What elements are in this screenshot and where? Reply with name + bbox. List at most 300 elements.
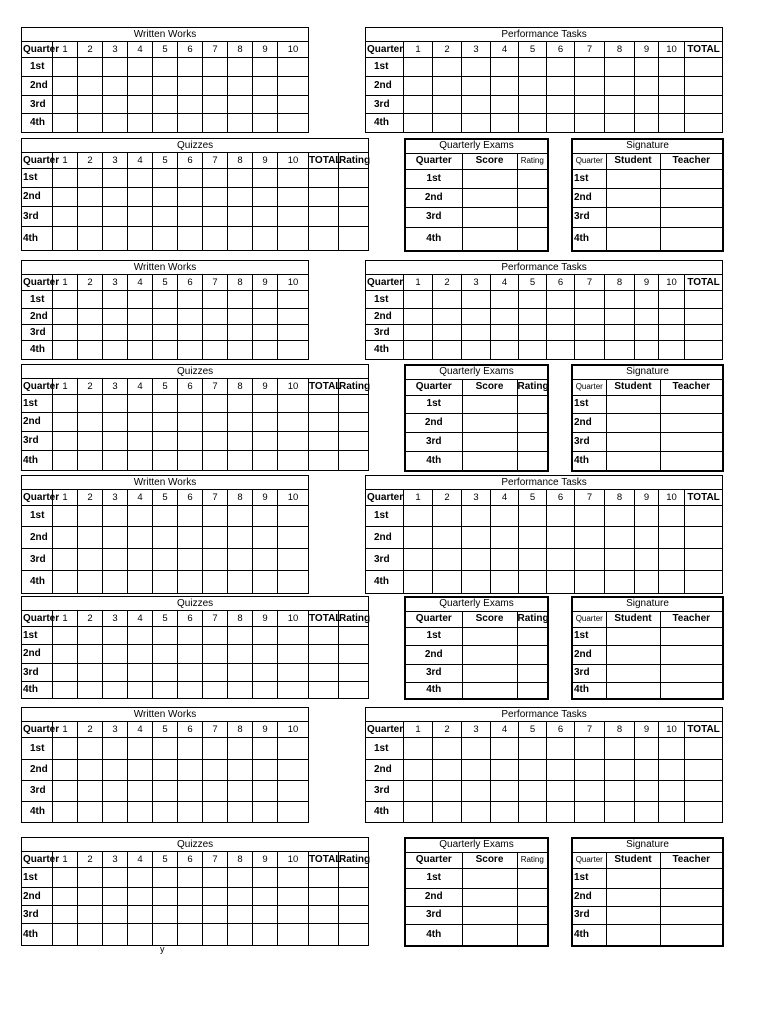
score-cell[interactable] (404, 341, 433, 360)
score-cell[interactable] (178, 924, 203, 946)
score-cell[interactable] (53, 451, 78, 471)
score-cell[interactable] (491, 77, 519, 96)
score-cell[interactable] (128, 114, 153, 133)
total-cell[interactable] (685, 781, 723, 802)
score-cell[interactable] (659, 114, 685, 133)
score-cell[interactable] (278, 664, 309, 682)
score-cell[interactable] (128, 96, 153, 114)
score-cell[interactable] (53, 291, 78, 309)
score-cell[interactable] (404, 77, 433, 96)
score-cell[interactable] (605, 571, 635, 594)
score-cell[interactable] (635, 114, 659, 133)
score-cell[interactable] (78, 760, 103, 781)
score-cell[interactable] (278, 781, 309, 802)
score-cell[interactable] (228, 888, 253, 906)
total-cell[interactable] (309, 432, 339, 451)
score-cell[interactable] (78, 906, 103, 924)
score-cell[interactable] (178, 682, 203, 699)
teacher-signature-cell[interactable] (660, 645, 723, 664)
score-cell[interactable] (278, 432, 309, 451)
score-cell[interactable] (53, 96, 78, 114)
score-cell[interactable] (203, 395, 228, 413)
score-cell[interactable] (153, 341, 178, 360)
score-cell[interactable] (433, 760, 462, 781)
score-cell[interactable] (103, 868, 128, 888)
student-signature-cell[interactable] (606, 888, 660, 906)
score-cell[interactable] (78, 291, 103, 309)
score-cell[interactable] (228, 924, 253, 946)
score-cell[interactable] (278, 571, 309, 594)
score-cell[interactable] (278, 309, 309, 325)
rating-cell[interactable] (517, 924, 548, 946)
score-cell[interactable] (635, 96, 659, 114)
total-cell[interactable] (309, 188, 339, 207)
score-cell[interactable] (433, 309, 462, 325)
score-cell[interactable] (178, 77, 203, 96)
score-cell[interactable] (253, 432, 278, 451)
score-cell[interactable] (153, 169, 178, 188)
score-cell[interactable] (128, 341, 153, 360)
score-cell[interactable] (178, 645, 203, 664)
teacher-signature-cell[interactable] (660, 451, 723, 471)
student-signature-cell[interactable] (606, 645, 660, 664)
score-cell[interactable] (153, 527, 178, 549)
score-cell[interactable] (103, 114, 128, 133)
score-cell[interactable] (228, 571, 253, 594)
score-cell[interactable] (659, 506, 685, 527)
score-cell[interactable] (178, 309, 203, 325)
score-cell[interactable] (103, 96, 128, 114)
score-cell[interactable] (53, 802, 78, 823)
rating-cell[interactable] (339, 451, 369, 471)
score-cell[interactable] (519, 802, 547, 823)
score-cell[interactable] (462, 868, 517, 888)
score-cell[interactable] (78, 325, 103, 341)
score-cell[interactable] (78, 77, 103, 96)
score-cell[interactable] (78, 58, 103, 77)
score-cell[interactable] (53, 906, 78, 924)
score-cell[interactable] (462, 738, 491, 760)
teacher-signature-cell[interactable] (660, 395, 723, 413)
score-cell[interactable] (253, 341, 278, 360)
score-cell[interactable] (103, 169, 128, 188)
score-cell[interactable] (575, 58, 605, 77)
rating-cell[interactable] (339, 682, 369, 699)
score-cell[interactable] (635, 738, 659, 760)
score-cell[interactable] (153, 395, 178, 413)
rating-cell[interactable] (517, 888, 548, 906)
score-cell[interactable] (78, 682, 103, 699)
score-cell[interactable] (462, 549, 491, 571)
score-cell[interactable] (519, 506, 547, 527)
score-cell[interactable] (228, 188, 253, 207)
score-cell[interactable] (605, 341, 635, 360)
score-cell[interactable] (153, 325, 178, 341)
score-cell[interactable] (203, 309, 228, 325)
score-cell[interactable] (605, 325, 635, 341)
score-cell[interactable] (433, 549, 462, 571)
score-cell[interactable] (153, 309, 178, 325)
score-cell[interactable] (278, 888, 309, 906)
score-cell[interactable] (519, 341, 547, 360)
score-cell[interactable] (659, 58, 685, 77)
score-cell[interactable] (278, 802, 309, 823)
score-cell[interactable] (53, 527, 78, 549)
score-cell[interactable] (575, 325, 605, 341)
score-cell[interactable] (547, 506, 575, 527)
score-cell[interactable] (103, 664, 128, 682)
score-cell[interactable] (278, 451, 309, 471)
score-cell[interactable] (153, 682, 178, 699)
score-cell[interactable] (547, 341, 575, 360)
score-cell[interactable] (103, 571, 128, 594)
score-cell[interactable] (53, 395, 78, 413)
score-cell[interactable] (203, 682, 228, 699)
score-cell[interactable] (178, 413, 203, 432)
rating-cell[interactable] (517, 207, 548, 227)
score-cell[interactable] (153, 924, 178, 946)
score-cell[interactable] (547, 527, 575, 549)
score-cell[interactable] (203, 58, 228, 77)
score-cell[interactable] (228, 291, 253, 309)
score-cell[interactable] (253, 114, 278, 133)
score-cell[interactable] (404, 58, 433, 77)
total-cell[interactable] (685, 549, 723, 571)
total-cell[interactable] (685, 527, 723, 549)
score-cell[interactable] (491, 325, 519, 341)
score-cell[interactable] (491, 309, 519, 325)
score-cell[interactable] (78, 227, 103, 251)
score-cell[interactable] (153, 868, 178, 888)
score-cell[interactable] (462, 227, 517, 251)
score-cell[interactable] (491, 549, 519, 571)
score-cell[interactable] (228, 77, 253, 96)
score-cell[interactable] (462, 627, 517, 645)
score-cell[interactable] (278, 96, 309, 114)
total-cell[interactable] (309, 682, 339, 699)
score-cell[interactable] (278, 760, 309, 781)
score-cell[interactable] (433, 738, 462, 760)
score-cell[interactable] (253, 207, 278, 227)
rating-cell[interactable] (517, 682, 548, 699)
score-cell[interactable] (462, 571, 491, 594)
score-cell[interactable] (605, 114, 635, 133)
score-cell[interactable] (128, 571, 153, 594)
score-cell[interactable] (178, 114, 203, 133)
score-cell[interactable] (519, 325, 547, 341)
score-cell[interactable] (203, 888, 228, 906)
total-cell[interactable] (309, 395, 339, 413)
score-cell[interactable] (128, 802, 153, 823)
score-cell[interactable] (53, 432, 78, 451)
score-cell[interactable] (228, 906, 253, 924)
score-cell[interactable] (253, 169, 278, 188)
total-cell[interactable] (685, 291, 723, 309)
total-cell[interactable] (685, 309, 723, 325)
score-cell[interactable] (78, 188, 103, 207)
rating-cell[interactable] (339, 207, 369, 227)
total-cell[interactable] (309, 413, 339, 432)
score-cell[interactable] (605, 781, 635, 802)
score-cell[interactable] (253, 627, 278, 645)
score-cell[interactable] (128, 395, 153, 413)
score-cell[interactable] (635, 549, 659, 571)
student-signature-cell[interactable] (606, 227, 660, 251)
score-cell[interactable] (78, 506, 103, 527)
score-cell[interactable] (228, 395, 253, 413)
score-cell[interactable] (128, 309, 153, 325)
teacher-signature-cell[interactable] (660, 188, 723, 207)
score-cell[interactable] (253, 413, 278, 432)
score-cell[interactable] (153, 96, 178, 114)
score-cell[interactable] (103, 291, 128, 309)
score-cell[interactable] (519, 781, 547, 802)
rating-cell[interactable] (517, 868, 548, 888)
score-cell[interactable] (103, 309, 128, 325)
total-cell[interactable] (309, 207, 339, 227)
score-cell[interactable] (575, 96, 605, 114)
score-cell[interactable] (78, 924, 103, 946)
score-cell[interactable] (53, 682, 78, 699)
score-cell[interactable] (278, 58, 309, 77)
rating-cell[interactable] (339, 906, 369, 924)
score-cell[interactable] (128, 760, 153, 781)
score-cell[interactable] (203, 325, 228, 341)
score-cell[interactable] (433, 341, 462, 360)
score-cell[interactable] (128, 549, 153, 571)
score-cell[interactable] (103, 506, 128, 527)
score-cell[interactable] (128, 738, 153, 760)
score-cell[interactable] (462, 527, 491, 549)
rating-cell[interactable] (339, 413, 369, 432)
score-cell[interactable] (203, 781, 228, 802)
score-cell[interactable] (462, 760, 491, 781)
score-cell[interactable] (462, 802, 491, 823)
student-signature-cell[interactable] (606, 188, 660, 207)
score-cell[interactable] (78, 888, 103, 906)
score-cell[interactable] (153, 738, 178, 760)
score-cell[interactable] (53, 664, 78, 682)
score-cell[interactable] (53, 227, 78, 251)
score-cell[interactable] (519, 96, 547, 114)
score-cell[interactable] (178, 527, 203, 549)
score-cell[interactable] (462, 395, 517, 413)
score-cell[interactable] (178, 549, 203, 571)
score-cell[interactable] (462, 96, 491, 114)
score-cell[interactable] (53, 888, 78, 906)
score-cell[interactable] (128, 58, 153, 77)
score-cell[interactable] (203, 664, 228, 682)
score-cell[interactable] (547, 58, 575, 77)
score-cell[interactable] (203, 906, 228, 924)
score-cell[interactable] (103, 188, 128, 207)
rating-cell[interactable] (517, 451, 548, 471)
total-cell[interactable] (685, 58, 723, 77)
score-cell[interactable] (53, 58, 78, 77)
score-cell[interactable] (178, 868, 203, 888)
student-signature-cell[interactable] (606, 451, 660, 471)
rating-cell[interactable] (339, 432, 369, 451)
score-cell[interactable] (491, 571, 519, 594)
score-cell[interactable] (203, 645, 228, 664)
score-cell[interactable] (53, 868, 78, 888)
score-cell[interactable] (462, 682, 517, 699)
score-cell[interactable] (433, 96, 462, 114)
total-cell[interactable] (309, 451, 339, 471)
score-cell[interactable] (253, 868, 278, 888)
score-cell[interactable] (491, 291, 519, 309)
total-cell[interactable] (685, 506, 723, 527)
score-cell[interactable] (659, 77, 685, 96)
rating-cell[interactable] (517, 906, 548, 924)
score-cell[interactable] (228, 682, 253, 699)
score-cell[interactable] (178, 325, 203, 341)
score-cell[interactable] (605, 96, 635, 114)
score-cell[interactable] (659, 738, 685, 760)
score-cell[interactable] (462, 924, 517, 946)
score-cell[interactable] (519, 760, 547, 781)
score-cell[interactable] (404, 325, 433, 341)
rating-cell[interactable] (517, 645, 548, 664)
score-cell[interactable] (78, 571, 103, 594)
score-cell[interactable] (575, 738, 605, 760)
score-cell[interactable] (278, 325, 309, 341)
score-cell[interactable] (635, 309, 659, 325)
score-cell[interactable] (203, 738, 228, 760)
student-signature-cell[interactable] (606, 924, 660, 946)
student-signature-cell[interactable] (606, 664, 660, 682)
score-cell[interactable] (491, 527, 519, 549)
score-cell[interactable] (78, 451, 103, 471)
score-cell[interactable] (491, 781, 519, 802)
score-cell[interactable] (575, 309, 605, 325)
score-cell[interactable] (659, 325, 685, 341)
total-cell[interactable] (685, 738, 723, 760)
score-cell[interactable] (253, 58, 278, 77)
score-cell[interactable] (178, 291, 203, 309)
teacher-signature-cell[interactable] (660, 627, 723, 645)
total-cell[interactable] (309, 906, 339, 924)
score-cell[interactable] (659, 549, 685, 571)
score-cell[interactable] (278, 207, 309, 227)
score-cell[interactable] (491, 802, 519, 823)
score-cell[interactable] (253, 802, 278, 823)
score-cell[interactable] (462, 888, 517, 906)
score-cell[interactable] (228, 325, 253, 341)
score-cell[interactable] (519, 77, 547, 96)
score-cell[interactable] (404, 549, 433, 571)
score-cell[interactable] (203, 188, 228, 207)
score-cell[interactable] (228, 645, 253, 664)
score-cell[interactable] (178, 395, 203, 413)
score-cell[interactable] (519, 738, 547, 760)
score-cell[interactable] (659, 802, 685, 823)
score-cell[interactable] (228, 58, 253, 77)
score-cell[interactable] (228, 207, 253, 227)
score-cell[interactable] (278, 227, 309, 251)
score-cell[interactable] (203, 96, 228, 114)
score-cell[interactable] (78, 802, 103, 823)
rating-cell[interactable] (339, 645, 369, 664)
score-cell[interactable] (128, 77, 153, 96)
score-cell[interactable] (547, 802, 575, 823)
score-cell[interactable] (278, 169, 309, 188)
score-cell[interactable] (278, 291, 309, 309)
score-cell[interactable] (78, 432, 103, 451)
rating-cell[interactable] (517, 188, 548, 207)
score-cell[interactable] (203, 413, 228, 432)
score-cell[interactable] (433, 114, 462, 133)
score-cell[interactable] (103, 760, 128, 781)
score-cell[interactable] (153, 114, 178, 133)
score-cell[interactable] (228, 549, 253, 571)
score-cell[interactable] (253, 506, 278, 527)
score-cell[interactable] (278, 682, 309, 699)
score-cell[interactable] (462, 781, 491, 802)
score-cell[interactable] (53, 413, 78, 432)
score-cell[interactable] (78, 781, 103, 802)
score-cell[interactable] (253, 906, 278, 924)
score-cell[interactable] (78, 738, 103, 760)
score-cell[interactable] (153, 413, 178, 432)
teacher-signature-cell[interactable] (660, 888, 723, 906)
score-cell[interactable] (53, 924, 78, 946)
score-cell[interactable] (547, 549, 575, 571)
score-cell[interactable] (519, 291, 547, 309)
score-cell[interactable] (103, 627, 128, 645)
score-cell[interactable] (635, 760, 659, 781)
score-cell[interactable] (575, 114, 605, 133)
score-cell[interactable] (153, 760, 178, 781)
score-cell[interactable] (203, 227, 228, 251)
score-cell[interactable] (605, 58, 635, 77)
score-cell[interactable] (575, 77, 605, 96)
rating-cell[interactable] (339, 169, 369, 188)
score-cell[interactable] (519, 571, 547, 594)
score-cell[interactable] (491, 96, 519, 114)
score-cell[interactable] (462, 664, 517, 682)
score-cell[interactable] (203, 802, 228, 823)
rating-cell[interactable] (339, 188, 369, 207)
score-cell[interactable] (404, 781, 433, 802)
score-cell[interactable] (53, 549, 78, 571)
score-cell[interactable] (103, 549, 128, 571)
total-cell[interactable] (309, 627, 339, 645)
score-cell[interactable] (203, 341, 228, 360)
score-cell[interactable] (128, 682, 153, 699)
score-cell[interactable] (659, 781, 685, 802)
student-signature-cell[interactable] (606, 682, 660, 699)
score-cell[interactable] (228, 96, 253, 114)
score-cell[interactable] (547, 114, 575, 133)
teacher-signature-cell[interactable] (660, 924, 723, 946)
score-cell[interactable] (433, 571, 462, 594)
score-cell[interactable] (635, 77, 659, 96)
score-cell[interactable] (519, 58, 547, 77)
score-cell[interactable] (178, 802, 203, 823)
score-cell[interactable] (491, 58, 519, 77)
score-cell[interactable] (153, 432, 178, 451)
score-cell[interactable] (547, 738, 575, 760)
score-cell[interactable] (153, 571, 178, 594)
score-cell[interactable] (404, 527, 433, 549)
score-cell[interactable] (78, 413, 103, 432)
score-cell[interactable] (203, 77, 228, 96)
rating-cell[interactable] (517, 627, 548, 645)
score-cell[interactable] (103, 58, 128, 77)
score-cell[interactable] (462, 506, 491, 527)
score-cell[interactable] (153, 549, 178, 571)
